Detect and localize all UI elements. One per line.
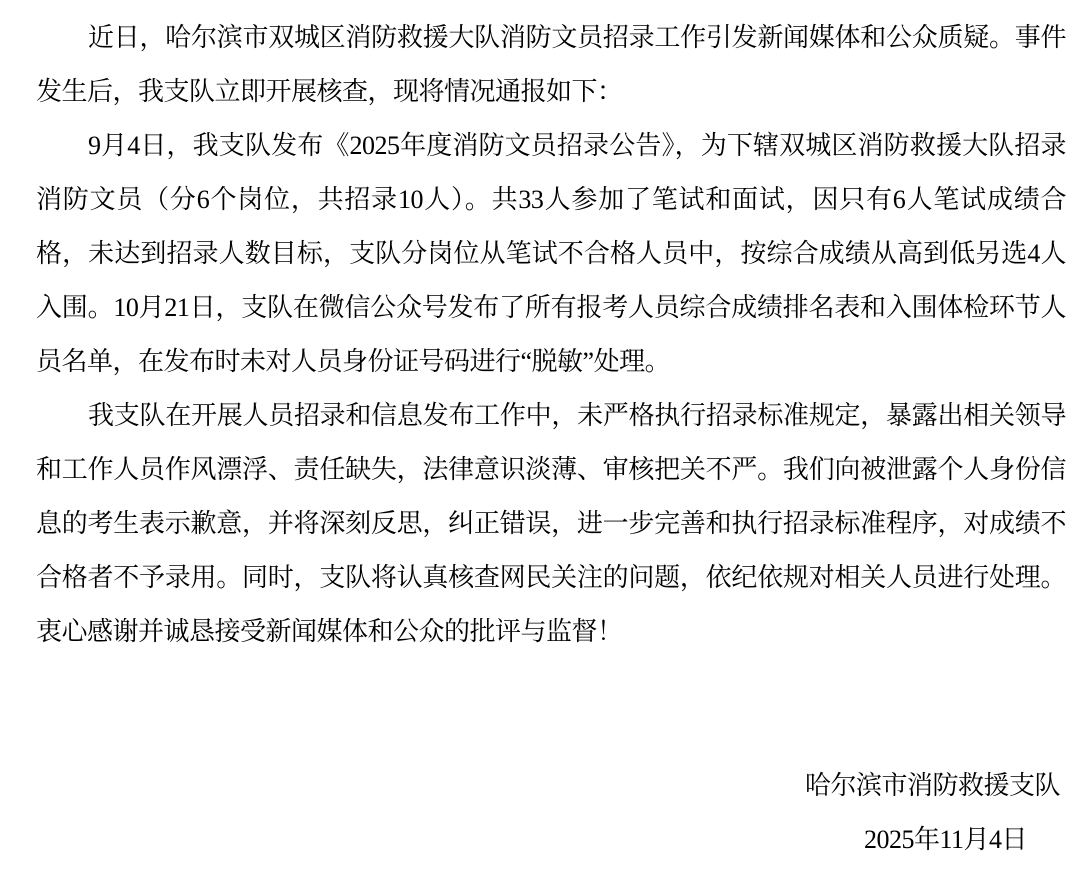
notice-paragraph-intro: 近日，哈尔滨市双城区消防救援大队消防文员招录工作引发新闻媒体和公众质疑。事件发生后，我支队立即开展核查，现将情况通报如下： (36, 23, 1066, 106)
notice-date: 2025年11月4日 (863, 825, 1027, 854)
notice-paragraph-facts: 9月4日，我支队发布《2025年度消防文员招录公告》，为下辖双城区消防救援大队招录消防文员（分6个岗位，共招录10人）。共33人参加了笔试和面试，因只有6人笔试成绩合格，未达到招录人数目标，支队分岗位从笔试不合格人员中，按综合成绩从高到低另选4人入围。10月21日，支队在微信公众号发布了所有报考人员综合成绩排名表和入围体检环节人员名单，在发布时未对人员身份证号码进行“脱敏”处理。 (36, 131, 1066, 376)
notice-paragraph-apology: 我支队在开展人员招录和信息发布工作中，未严格执行招录标准规定，暴露出相关领导和工作人员作风漂浮、责任缺失，法律意识淡薄、审核把关不严。我们向被泄露个人身份信息的考生表示歉意，并将深刻反思，纠正错误，进一步完善和执行招录标准程序，对成绩不合格者不予录用。同时，支队将认真核查网民关注的问题，依纪依规对相关人员进行处理。衷心感谢并诚恳接受新闻媒体和公众的批评与监督！ (36, 401, 1066, 646)
notice-closing-block (36, 759, 1066, 867)
issuing-authority-signature: 哈尔滨市消防救援支队 (804, 771, 1060, 800)
